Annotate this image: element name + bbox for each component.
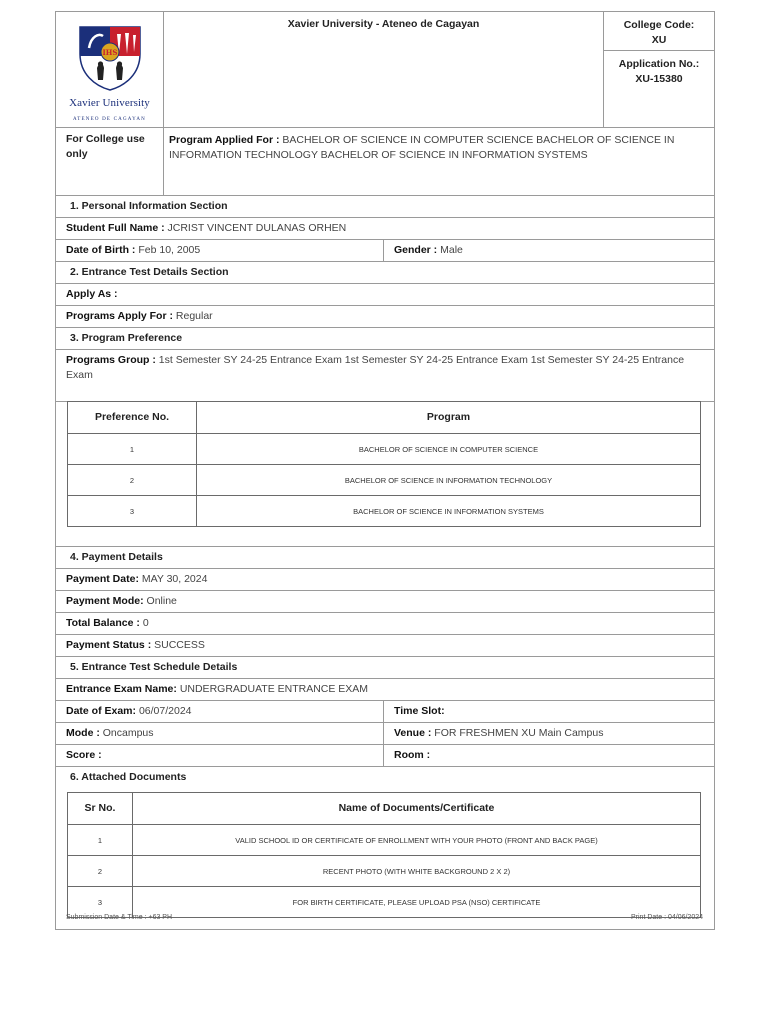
application-form	[55, 11, 715, 930]
program-applied	[164, 128, 714, 195]
documents-table-wrap	[56, 788, 714, 929]
program-cell: BACHELOR OF SCIENCE IN COMPUTER SCIENCE	[197, 434, 701, 465]
mode-value: Oncampus	[102, 727, 154, 739]
codes-cell	[604, 12, 714, 127]
table-row	[68, 465, 701, 496]
college-code-value: XU	[651, 34, 667, 46]
dob-cell	[56, 240, 384, 261]
payment-status-label: Payment Status :	[66, 639, 152, 651]
section-documents-title: 6. Attached Documents	[70, 771, 187, 783]
col-sr-no: Sr No.	[68, 793, 133, 825]
university-seal-icon	[77, 24, 143, 92]
college-code-label: College Code:	[623, 19, 695, 31]
logo-subtext: ATENEO DE CAGAYAN	[73, 117, 146, 122]
mode-cell	[56, 723, 384, 744]
preference-table-header	[68, 402, 701, 434]
programs-apply-row	[56, 306, 714, 328]
gender-value: Male	[440, 244, 463, 256]
preference-no-cell: 3	[68, 496, 197, 527]
venue-label: Venue :	[394, 727, 432, 739]
program-cell: BACHELOR OF SCIENCE IN INFORMATION TECHNOLOGY	[197, 465, 701, 496]
payment-date-row	[56, 569, 714, 591]
payment-mode-row	[56, 591, 714, 613]
preference-table	[67, 401, 701, 527]
preference-no-cell: 1	[68, 434, 197, 465]
payment-status-row	[56, 635, 714, 657]
college-use-label: For College use only	[56, 128, 164, 195]
programs-apply-value: Regular	[175, 310, 213, 322]
sr-no-cell: 1	[68, 825, 133, 856]
preference-table-wrap	[56, 401, 714, 547]
table-row	[68, 825, 701, 856]
score-label: Score :	[66, 749, 102, 761]
dob-value: Feb 10, 2005	[138, 244, 201, 256]
mode-label: Mode :	[66, 727, 100, 739]
logo-cell	[56, 12, 164, 127]
application-no-box	[604, 51, 714, 87]
programs-apply-label: Programs Apply For :	[66, 310, 173, 322]
room-label: Room :	[394, 749, 431, 761]
dob-gender-row	[56, 240, 714, 262]
programs-group-label: Programs Group :	[66, 354, 156, 366]
col-program: Program	[197, 402, 701, 434]
room-cell	[384, 745, 714, 766]
apply-as-row	[56, 284, 714, 306]
logo-text: Xavier University	[69, 97, 150, 109]
venue-cell	[384, 723, 714, 744]
score-cell	[56, 745, 384, 766]
programs-group-row	[56, 350, 714, 402]
student-name-row	[56, 218, 714, 240]
exam-date-row	[56, 701, 714, 723]
gender-cell	[384, 240, 714, 261]
application-no-value: XU-15380	[635, 73, 683, 85]
document-name-cell: RECENT PHOTO (WITH WHITE BACKGROUND 2 X 2)	[133, 856, 701, 887]
sr-no-cell: 3	[68, 887, 133, 918]
mode-venue-row	[56, 723, 714, 745]
payment-date-label: Payment Date:	[66, 573, 139, 585]
col-document-name: Name of Documents/Certificate	[133, 793, 701, 825]
section-schedule-title: 5. Entrance Test Schedule Details	[56, 657, 714, 679]
total-balance-label: Total Balance :	[66, 617, 140, 629]
preference-no-cell: 2	[68, 465, 197, 496]
application-no-label: Application No.:	[618, 58, 700, 70]
time-slot-cell	[384, 701, 714, 722]
payment-status-value: SUCCESS	[154, 639, 205, 651]
table-row	[68, 496, 701, 527]
payment-mode-label: Payment Mode:	[66, 595, 144, 607]
sr-no-cell: 2	[68, 856, 133, 887]
exam-date-cell	[56, 701, 384, 722]
documents-table	[67, 792, 701, 918]
col-preference-no: Preference No.	[68, 402, 197, 434]
student-name-value: JCRIST VINCENT DULANAS ORHEN	[167, 222, 347, 234]
documents-table-header	[68, 793, 701, 825]
payment-date-value: MAY 30, 2024	[141, 573, 208, 585]
apply-as-label: Apply As :	[66, 288, 118, 300]
total-balance-value: 0	[142, 617, 149, 629]
program-applied-value: BACHELOR OF SCIENCE IN COMPUTER SCIENCE BACHELOR OF SCIENCE IN INFORMATION TECHNOLOGY BACHELOR OF SCIENCE IN INFORMATION SYSTEMS	[169, 134, 675, 161]
university-title: Xavier University - Ateneo de Cagayan	[164, 12, 604, 127]
gender-label: Gender :	[394, 244, 438, 256]
table-row	[68, 434, 701, 465]
section-preference-title: 3. Program Preference	[56, 328, 714, 350]
student-name-label: Student Full Name :	[66, 222, 165, 234]
dob-label: Date of Birth :	[66, 244, 136, 256]
program-applied-label: Program Applied For :	[169, 134, 280, 146]
print-date: Print Date : 04/06/2024	[631, 914, 703, 921]
svg-text:IHS: IHS	[102, 48, 117, 57]
exam-name-label: Entrance Exam Name:	[66, 683, 177, 695]
section-personal-title: 1. Personal Information Section	[56, 196, 714, 218]
program-cell: BACHELOR OF SCIENCE IN INFORMATION SYSTEMS	[197, 496, 701, 527]
document-name-cell: FOR BIRTH CERTIFICATE, PLEASE UPLOAD PSA (NSO) CERTIFICATE	[133, 887, 701, 918]
table-row	[68, 856, 701, 887]
payment-mode-value: Online	[146, 595, 177, 607]
section-payment-title: 4. Payment Details	[56, 547, 714, 569]
table-row	[68, 887, 701, 918]
program-applied-row	[56, 128, 714, 196]
time-slot-label: Time Slot:	[394, 705, 445, 717]
score-room-row	[56, 745, 714, 767]
section-entrance-title: 2. Entrance Test Details Section	[56, 262, 714, 284]
exam-name-value: UNDERGRADUATE ENTRANCE EXAM	[179, 683, 369, 695]
submission-info: Submission Date & Time : +63 PH	[66, 914, 173, 921]
document-name-cell: VALID SCHOOL ID OR CERTIFICATE OF ENROLLMENT WITH YOUR PHOTO (FRONT AND BACK PAGE)	[133, 825, 701, 856]
form-header	[56, 12, 714, 128]
programs-group-value: 1st Semester SY 24-25 Entrance Exam 1st Semester SY 24-25 Entrance Exam 1st Semester SY 24-25 Entrance Exam	[66, 354, 685, 381]
exam-date-label: Date of Exam:	[66, 705, 137, 717]
total-balance-row	[56, 613, 714, 635]
exam-date-value: 06/07/2024	[138, 705, 192, 717]
venue-value: FOR FRESHMEN XU Main Campus	[434, 727, 604, 739]
college-code-box	[604, 12, 714, 51]
exam-name-row	[56, 679, 714, 701]
